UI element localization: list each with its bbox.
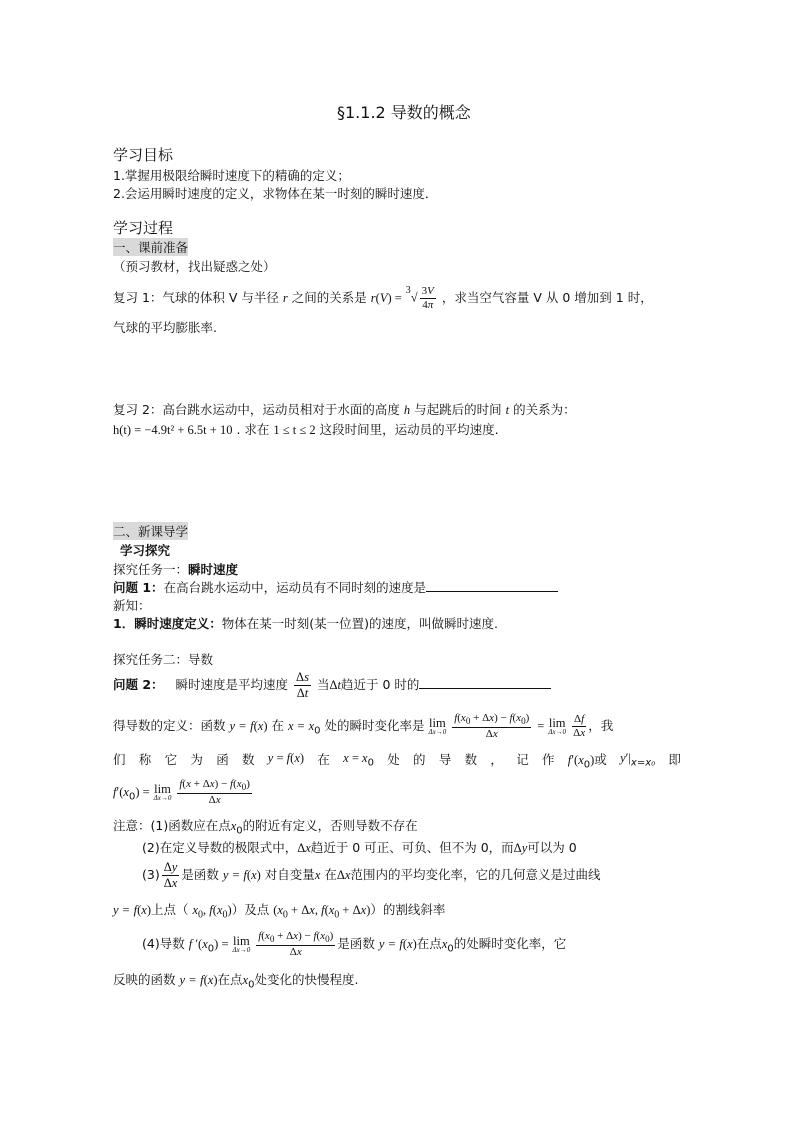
note-4-pre: (4)导数 <box>142 936 185 952</box>
note-3-g: ）的割线斜率 <box>370 902 446 917</box>
process-heading: 学习过程 <box>113 219 174 237</box>
question-2-label: 问题 2： <box>113 677 164 692</box>
note-4-line1: (4)导数 f $'(x_0) = \lim$ Δx→0 $\frac{f(x_0 + \Delta x) - f(x_0)}{\Delta x}$ 是函数 y = f(x)在点$x_0$的处瞬时变化率，它 <box>142 930 567 959</box>
answer-blank-2[interactable] <box>419 676 551 689</box>
section-new-lesson-heading: 二、新课导学 <box>113 524 189 539</box>
line2-zuo: 作 <box>542 752 555 767</box>
review-1-line2: 气球的平均膨胀率. <box>113 320 217 335</box>
line2-at: 在 <box>317 752 330 767</box>
word-6: 数 <box>241 752 255 767</box>
new-knowledge-label: 新知： <box>113 598 151 613</box>
review-2-mid: 与起跳后的时间 <box>414 402 502 417</box>
question-2-pre: 瞬时速度是平均速度 <box>175 677 289 692</box>
note-2-mid: 趋近于 0 可正、可负、但不为 0，而 <box>310 840 514 855</box>
note-4-quotient: $\frac{f(x_0 + \Delta x) - f(x_0)}{\Delta x}$ <box>258 930 334 959</box>
explore-heading: 学习探究 <box>120 543 171 558</box>
preview-note: （预习教材，找出疑惑之处） <box>113 259 276 274</box>
definition-1-term: 瞬时速度定义： <box>134 616 222 631</box>
notes-label: 注意： <box>113 818 151 833</box>
note-3-d: 范围内的平均变化率，它的几何意义是过曲线 <box>350 867 601 882</box>
review-2-suffix: 的关系为： <box>513 402 576 417</box>
review-1-suffix: ，求当空气容量 V 从 0 增加到 1 时， <box>441 290 653 306</box>
derivative-definition-line1: 得导数的定义：函数 y = f(x) 在 $x = x_0$ 处的瞬时变化率是 lim Δx→0 $\frac{f(x_0 + \Delta x) - f(x_0)}{\Delta x}$ = lim Δx→0 $\frac{\Delta f}{\Delta x}$ ，我 <box>113 712 614 741</box>
avg-speed-fraction: $\frac{\Delta s}{\Delta t}$ <box>296 670 309 700</box>
task-1-title: 瞬时速度 <box>188 562 239 577</box>
delta-f-over-delta-x: $\frac{\Delta f}{\Delta x}$ <box>573 713 586 740</box>
formula-r-of-v: r <box>370 291 376 306</box>
task-1-label: 探究任务一： <box>113 562 189 577</box>
word-2: 称 <box>138 752 152 767</box>
line2-comma: ， <box>490 752 503 767</box>
review-2-prefix: 复习 2：高台跳水运动中，运动员相对于水面的高度 <box>113 402 400 417</box>
limit-operator-3: lim Δx→0 <box>153 781 172 803</box>
task-2-title: 导数 <box>188 652 214 667</box>
note-4-b: 在点 <box>416 936 442 952</box>
derivative-formula: $f'(x_0) = \lim$ Δx→0 $\frac{f(x + \Delta x) - f(x_0)}{\Delta x}$ <box>113 778 250 807</box>
task-2 <box>113 650 213 668</box>
note-4-line2-b: 在点 <box>217 972 243 987</box>
note-2-pre: (2)在定义导数的极限式中， <box>142 840 298 855</box>
question-1-text: 在高台跳水运动中，运动员有不同时刻的速度是 <box>163 580 427 595</box>
word-4: 为 <box>190 752 203 767</box>
review-1: 复习 1：气球的体积 V 与半径 r 之间的关系是 r(V) = $^3$√ $\frac{3V}{4\pi}$ ，求当空气容量 V 从 0 增加到 1 时， <box>113 285 653 312</box>
task-1 <box>113 560 238 578</box>
question-2-post: 趋近于 0 时的 <box>341 677 420 692</box>
note-4-line2-c: 处变化的快慢程度. <box>254 972 359 987</box>
note-4-line2-pre: 反映的函数 <box>113 972 176 987</box>
limit-operator-4: lim Δx→0 <box>232 933 251 955</box>
note-1-post: 的附近有定义，否则导数不存在 <box>242 818 418 833</box>
note-3-line2: y = f(x)上点（ $x_0$, $f(x_0)$）及点 ($x_0 + \Delta x$, $f(x_0 + \Delta x)$）的割线斜率 <box>113 902 446 921</box>
review-2: 复习 2：高台跳水运动中，运动员相对于水面的高度 h 与起跳后的时间 t 的关系为： <box>113 402 576 417</box>
derivative-quotient: $\frac{f(x + \Delta x) - f(x_0)}{\Delta x}$ <box>179 778 250 807</box>
note-1-pre: (1)函数应在点 <box>150 818 231 833</box>
note-2: (2)在定义导数的极限式中，Δx趋近于 0 可正、可负、但不为 0，而Δy可以为 0 <box>142 840 577 855</box>
derivative-definition-line2: 们 称 它 为 函 数 y = f(x) 在 $x = x_0$ 处 的 导 数 ， 记 作 $f'(x_0)$或 $y'|_{x=x_0}$ 即 <box>113 751 681 771</box>
word-3: 它 <box>164 752 178 767</box>
note-3-f: ）及点 <box>231 902 270 917</box>
note-4-c: 的处瞬时变化率，它 <box>453 936 567 952</box>
limit-operator-2: lim Δx→0 <box>548 715 567 737</box>
line2-chu: 处 <box>387 752 400 767</box>
note-3-b: 对自变量 <box>264 867 315 882</box>
note-3-line1: (3) $\frac{\Delta y}{\Delta x}$ 是函数 y = f(x) 对自变量x 在Δx范围内的平均变化率，它的几何意义是过曲线 <box>142 860 601 890</box>
review-1-prefix: 复习 1：气球的体积 V 与半径 <box>113 290 279 306</box>
review-1-mid: 之间的关系是 <box>291 290 367 306</box>
definition-1 <box>113 614 498 632</box>
review-2-line2-suffix: 这段时间里，运动员的平均速度. <box>319 422 499 437</box>
definition-1-num: 1． <box>113 616 135 631</box>
line2-dao: 导 <box>438 752 452 767</box>
section-prep-heading: 一、课前准备 <box>113 240 189 255</box>
limit-operator: lim Δx→0 <box>428 715 447 737</box>
height-formula: h(t) = −4.9t² + 6.5t + 10 <box>113 423 233 437</box>
question-2: 问题 2： 瞬时速度是平均速度 $\frac{\Delta s}{\Delta t}$ 当Δt趋近于 0 时的 <box>113 670 551 701</box>
note-4-a: 是函数 <box>337 936 375 952</box>
deriv-def-comma: ，我 <box>588 718 614 734</box>
question-1-label: 问题 1： <box>113 580 164 595</box>
word-5: 函 <box>216 752 229 767</box>
line2-ji: 记 <box>516 752 529 767</box>
note-2-post: 可以为 0 <box>527 840 577 855</box>
deriv-def-at: 在 <box>271 718 284 734</box>
review-2-line2 <box>113 420 499 438</box>
definition-1-text: 物体在某一时刻(某一位置)的速度，叫做瞬时速度. <box>221 616 498 631</box>
deriv-def-pre: 得导数的定义：函数 <box>113 718 226 734</box>
line2-shu: 数 <box>464 752 478 767</box>
line2-or: 或 <box>594 752 607 767</box>
note-1: 注意：(1)函数应在点$x_0$的附近有定义，否则导数不存在 <box>113 818 418 837</box>
question-1 <box>113 578 558 596</box>
line2-de: 的 <box>413 752 426 767</box>
question-2-mid: 当 <box>316 677 330 692</box>
note-3-c: 在 <box>324 867 337 882</box>
time-interval: 1 ≤ t ≤ 2 <box>273 423 316 437</box>
note-3-e: 上点（ <box>150 902 189 917</box>
review-2-line2-mid: . 求在 <box>236 422 270 437</box>
page-title: §1.1.2 导数的概念 <box>337 103 471 122</box>
deriv-def-at2: 处的瞬时变化率是 <box>324 718 425 734</box>
note-3-pre: (3) <box>142 867 160 882</box>
answer-blank-1[interactable] <box>426 579 558 592</box>
dy-over-dx: $\frac{\Delta y}{\Delta x}$ <box>163 860 178 890</box>
goal-item-2: 2.会运用瞬时速度的定义，求物体在某一时刻的瞬时速度． <box>113 186 438 201</box>
line2-jiji: 即 <box>668 752 681 767</box>
cube-root-formula: $^3$√ $\frac{3V}{4\pi}$ <box>405 285 434 312</box>
note-3-a: 是函数 <box>181 867 219 882</box>
goals-heading: 学习目标 <box>113 146 174 164</box>
task-2-label: 探究任务二： <box>113 652 189 667</box>
word-1: 们 <box>113 752 126 767</box>
var-r: r <box>282 291 288 306</box>
difference-quotient: $\frac{f(x_0 + \Delta x) - f(x_0)}{\Delta x}$ <box>454 712 530 741</box>
goal-item-1: 1.掌握用极限给瞬时速度下的精确的定义； <box>113 168 350 183</box>
note-4-line2: 反映的函数 y = f(x)在点$x_0$处变化的快慢程度. <box>113 972 359 991</box>
